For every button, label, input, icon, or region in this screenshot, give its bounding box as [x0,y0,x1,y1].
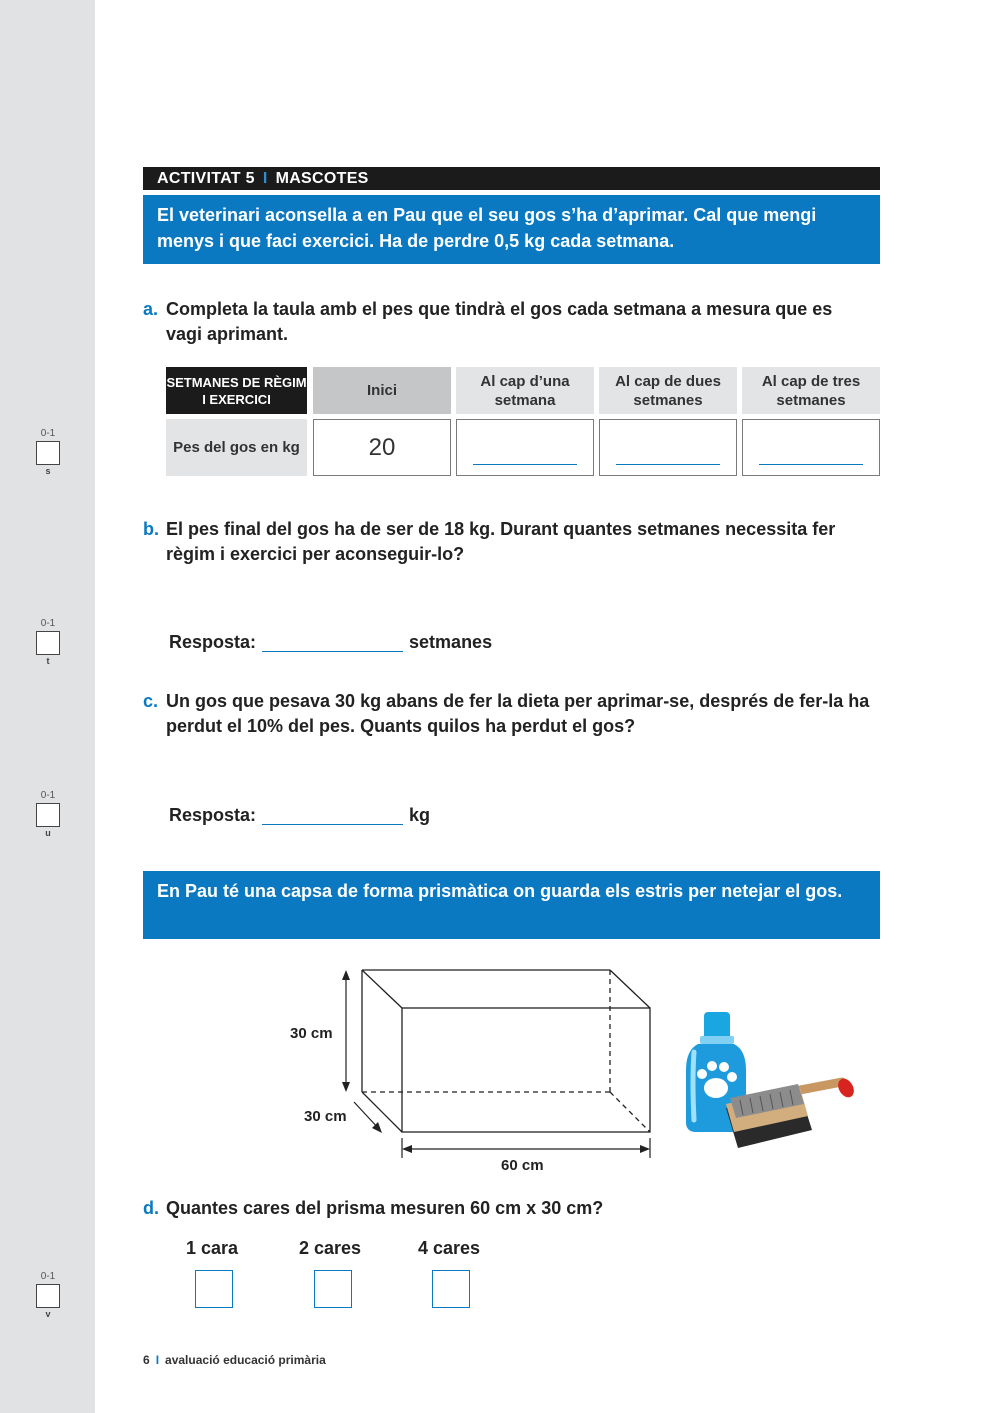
dimension-arrows [342,970,650,1158]
table-input-week-2[interactable] [599,419,737,476]
option-label: 2 cares [299,1238,362,1258]
initial-weight-value: 20 [368,434,396,461]
margin-strip [0,0,95,1413]
score-range: 0-1 [40,428,56,439]
answer-unit: kg [409,805,431,825]
footer-separator: I [155,1353,160,1367]
table-row-label: Pes del gos en kg [166,419,307,476]
score-checkbox[interactable] [36,631,60,655]
score-checkbox[interactable] [36,803,60,827]
prism-intro-box [143,871,880,939]
score-letter: v [45,1309,51,1319]
question-letter: d. [143,1198,159,1218]
answer-input-c[interactable] [262,806,403,825]
page-number: 6 [143,1353,150,1367]
option-checkbox-2-cares[interactable] [314,1270,352,1308]
table-cell-inici [313,419,451,476]
question-text: Completa la taula amb el pes que tindrà el gos cada setmana a mesura que es vagi aprimant. [166,299,833,344]
score-box-v [35,1271,61,1320]
score-letter: u [45,828,51,838]
question-letter: a. [143,299,159,319]
option-checkbox-4-cares[interactable] [432,1270,470,1308]
answer-label: Resposta: [169,632,257,652]
score-checkbox[interactable] [36,1284,60,1308]
score-range: 0-1 [40,790,56,801]
table-header-label: SETMANES DE RÈGIM I EXERCICI [166,367,307,414]
score-box-s [35,428,61,477]
prism-width-label: 60 cm [501,1157,544,1174]
prism-drawing [362,970,650,1132]
option-checkbox-1-cara[interactable] [195,1270,233,1308]
option-label: 1 cara [186,1238,239,1258]
score-letter: t [46,656,50,666]
score-box-u [35,790,61,839]
prism-intro-text: En Pau té una capsa de forma prismàtica on guarda els estris per netejar el gos. [157,881,843,901]
activity-separator: I [262,170,268,187]
table-col-inici: Inici [313,367,451,414]
question-letter: c. [143,691,159,711]
answer-line [616,464,720,465]
question-text: El pes final del gos ha de ser de 18 kg. Durant quantes setmanes necessita fer règim i exercici per aconseguir-lo? [166,519,836,564]
question-d [143,1196,880,1221]
table-col-week-2: Al cap de dues setmanes [599,367,737,414]
table-col-week-1: Al cap d’una setmana [456,367,594,414]
question-letter: b. [143,519,159,539]
answer-input-b[interactable] [262,633,403,652]
answer-line [473,464,577,465]
prism-depth-label: 30 cm [304,1108,347,1125]
score-letter: s [45,466,51,476]
footer-text: avaluació educació primària [165,1353,326,1367]
intro-box [143,195,880,264]
prism-height-label: 30 cm [290,1025,333,1042]
activity-number: ACTIVITAT 5 [157,170,255,187]
table-col-week-3: Al cap de tres setmanes [742,367,880,414]
answer-line [759,464,863,465]
table-input-week-3[interactable] [742,419,880,476]
activity-title: MASCOTES [275,170,369,187]
question-text: Un gos que pesava 30 kg abans de fer la dieta per aprimar-se, després de fer-la ha perdut el 10% del pes. Quants quilos ha perdut el gos? [166,691,870,736]
score-checkbox[interactable] [36,441,60,465]
intro-text: El veterinari aconsella a en Pau que el seu gos s’ha d’aprimar. Cal que mengi menys i que faci exercici. Ha de perdre 0,5 kg cada setmana. [157,205,817,251]
question-a [143,297,880,347]
question-b [143,517,880,567]
answer-c [169,805,430,826]
answer-b [169,632,492,653]
question-c [143,689,880,739]
table-input-week-1[interactable] [456,419,594,476]
answer-unit: setmanes [409,632,493,652]
score-range: 0-1 [40,1271,56,1282]
score-range: 0-1 [40,618,56,629]
option-label: 4 cares [418,1238,481,1258]
score-box-t [35,618,61,667]
page-footer [143,1353,326,1367]
prism-figure [280,960,880,1180]
answer-label: Resposta: [169,805,257,825]
question-text: Quantes cares del prisma mesuren 60 cm x 30 cm? [166,1198,604,1218]
activity-header [143,167,880,190]
